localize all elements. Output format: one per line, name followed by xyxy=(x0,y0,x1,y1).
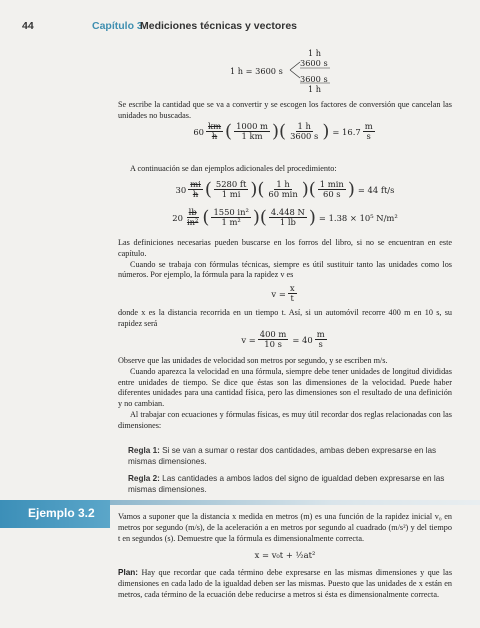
eq5-unit: $\frac{m}{s}$ xyxy=(316,329,325,350)
example-label: Ejemplo 3.2 xyxy=(28,506,95,520)
conv-top: 1 h xyxy=(308,48,322,58)
eq2-factor-2: $\frac{1 h}{60 \min}$ xyxy=(268,179,298,200)
eq3-factor-1: $\frac{\text{1550 in²}}{\text{1 m²}}$ xyxy=(213,207,249,228)
example-stripe xyxy=(110,500,480,505)
eq1-lead: 60 xyxy=(193,126,205,137)
conversion-diagram xyxy=(230,48,350,100)
equation-1: 60 $\frac{km}{h}$ ( $\frac{1000 m}{1 km}$ ) ( $\frac{1 h}{3600 s}$ ) = 16.7 $\frac{m}{s}$ xyxy=(193,120,373,142)
rule-1-label: Regla 1: xyxy=(128,446,160,455)
eq1-result: = 16.7 xyxy=(332,126,361,137)
paragraph-1: Se escribe la cantidad que se va a convertir y se escogen los factores de conversión que cancelan las unidades no buscadas. xyxy=(118,100,452,120)
eq2-result: = 44 ft/s xyxy=(357,184,395,195)
plan-text: Hay que recordar que cada término debe expresarse en las mismas dimensiones y que las dimensiones en cada lado de la igualdad deben ser las mismas. Puesto que las unidades de x están en metros, cada término de la ecuación debe reducirse a metros si ésta es dimensionalmente correcta. xyxy=(118,568,453,599)
eq1-factor-2: $\frac{1 h}{3600 s}$ xyxy=(290,121,319,142)
eq4-lhs: v = xyxy=(271,288,286,299)
example-text: Vamos a suponer que la distancia x medida en metros (m) es una función de la rapidez inicial v₀ en metros por segundo (m/s), de la aceleración a en metros por segundo al cuadrado (m/s²) y del tiempo t en segundos (s). Demuestre que la fórmula es dimensionalmente correcta. xyxy=(118,512,452,543)
eq2-lead-frac: $\frac{mi}{h}$ xyxy=(190,179,201,200)
eq1-unit: $\frac{m}{s}$ xyxy=(364,121,373,142)
paragraph-8: Al trabajar con ecuaciones y fórmulas físicas, es muy útil recordar dos reglas relacionadas con las dimensiones: xyxy=(118,410,452,430)
plan-label: Plan: xyxy=(118,568,139,577)
rule-2 xyxy=(128,474,452,496)
page-number: 44 xyxy=(22,20,34,32)
paragraph-7: Cuando aparezca la velocidad en una fórmula, siempre debe tener unidades de longitud divididas entre unidades de tiempo. Se dice que éstas son las dimensiones de la velocidad. Puede haber diferentes unidades para una cantidad física, pero las dimensiones son el resultado de una definición y no cambian. xyxy=(118,366,452,409)
rule-2-text: Las cantidades a ambos lados del signo de igualdad deben expresarse en las mismas dimensiones. xyxy=(128,474,445,494)
eq1-lead-frac: $\frac{km}{h}$ xyxy=(208,121,222,142)
example-formula-text: x = v₀t + ½at² xyxy=(254,550,316,560)
paragraph-4: Cuando se trabaja con fórmulas técnicas, siempre es útil sustituir tanto las unidades como los números. Por ejemplo, la fórmula para la rapidez v es xyxy=(118,259,452,280)
chapter-title: Mediciones técnicas y vectores xyxy=(140,20,297,32)
eq5-lhs: v = xyxy=(241,334,256,345)
eq5-mid: = 40 xyxy=(292,334,313,345)
rule-1 xyxy=(128,446,452,468)
chapter-label: Capítulo 3 xyxy=(92,20,143,32)
equation-5 xyxy=(120,330,450,349)
equation-3: 20 $\frac{lb}{\text{in²}}$ ( $\frac{\text{1550 in²}}{\text{1 m²}}$ ) ( $\frac{4.448 N}{1 lb}$ ) = 1.38 × 10⁵ N/m² xyxy=(172,206,398,228)
paragraph-3: Las definiciones necesarias pueden buscarse en los forros del libro, si no se encuentran en este capítulo. xyxy=(118,238,452,258)
eq5-frac: $\frac{400 m}{10 s}$ xyxy=(259,329,287,350)
rule-1-text: Si se van a sumar o restar dos cantidades, ambas deben expresarse en las mismas dimensiones. xyxy=(128,446,437,466)
eq4-frac: $\frac{x}{t}$ xyxy=(289,283,295,304)
equation-4 xyxy=(120,284,450,303)
paragraph-2: A continuación se dan ejemplos adicionales del procedimiento: xyxy=(130,164,337,173)
eq3-result: = 1.38 × 10⁵ N/m² xyxy=(318,212,398,223)
eq3-lead-frac: $\frac{lb}{\text{in²}}$ xyxy=(186,207,199,228)
conv-arrows xyxy=(230,48,350,100)
eq3-factor-2: $\frac{4.448 N}{1 lb}$ xyxy=(270,207,305,228)
conv-r2: 3600 s xyxy=(300,74,328,84)
eq2-factor-3: $\frac{1 \min}{60 s}$ xyxy=(319,179,344,200)
eq3-lead: 20 xyxy=(172,212,183,223)
example-formula xyxy=(120,550,450,560)
equation-2: 30 $\frac{mi}{h}$ ( $\frac{5280 ft}{1 mi}$ ) ( $\frac{1 h}{60 \min}$ ) ( $\frac{1 \min}{60 s}$ ) = 44 ft/s xyxy=(175,178,395,200)
conv-bottom: 1 h xyxy=(308,84,322,94)
rule-2-label: Regla 2: xyxy=(128,474,160,483)
paragraph-5: donde x es la distancia recorrida en un tiempo t. Así, si un automóvil recorre 400 m en 10 s, su rapidez será xyxy=(118,308,452,328)
conv-lhs: 1 h = 3600 s xyxy=(230,66,283,76)
eq2-factor-1: $\frac{5280 ft}{1 mi}$ xyxy=(215,179,247,200)
example-plan xyxy=(118,568,452,600)
paragraph-6: Observe que las unidades de velocidad son metros por segundo, y se escriben m/s. xyxy=(118,356,388,365)
page-header xyxy=(22,20,460,36)
eq2-lead: 30 xyxy=(175,184,187,195)
conv-r1: 3600 s xyxy=(300,58,328,68)
eq1-factor-1: $\frac{1000 m}{1 km}$ xyxy=(236,121,268,142)
